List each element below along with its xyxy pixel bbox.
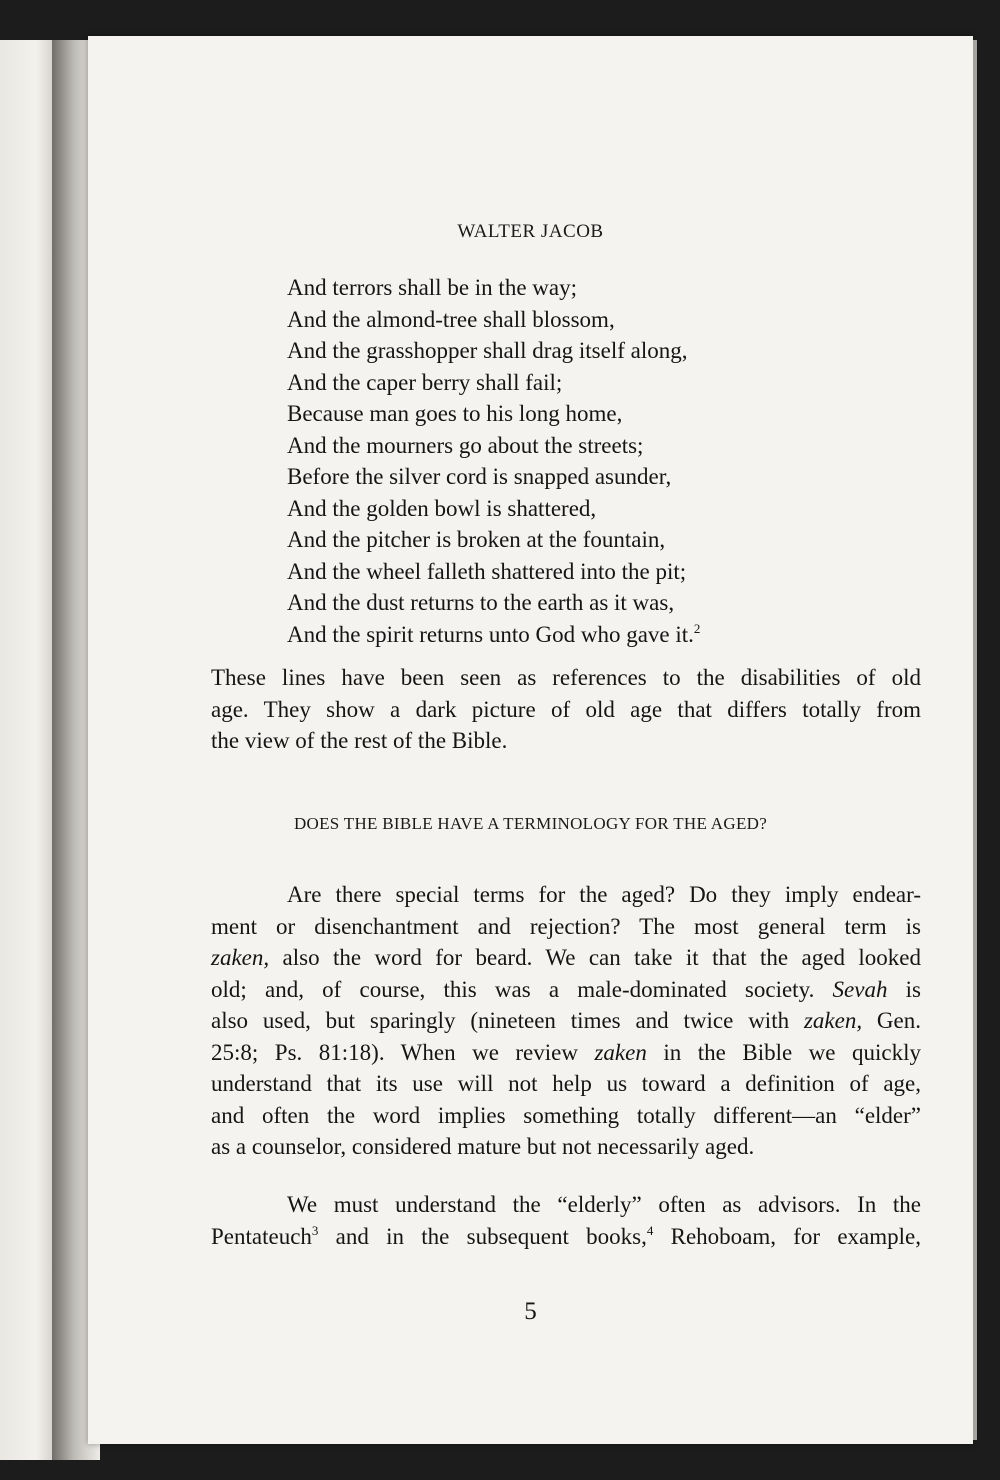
poem-line: And the pitcher is broken at the fountain, <box>287 527 666 552</box>
italic-term: zaken <box>594 1039 647 1065</box>
poem-line: And terrors shall be in the way; <box>287 275 577 300</box>
text-fragment: also the word for beard. We can take it that the aged looked <box>269 945 921 970</box>
text-line: the view of the rest of the Bible. <box>211 728 508 753</box>
poem-line: Because man goes to his long home, <box>287 401 623 426</box>
poem-line: And the wheel falleth shattered into the pit; <box>287 558 687 584</box>
text-fragment: Gen. <box>862 1008 922 1033</box>
text-fragment: in the Bible we quickly <box>646 1039 921 1065</box>
text-line: These lines have been seen as references to the disabilities of old <box>211 665 921 690</box>
text-fragment: Pentateuch <box>211 1223 312 1249</box>
italic-term: Sevah <box>832 976 888 1002</box>
text-fragment: is <box>887 976 922 1002</box>
running-head: WALTER JACOB <box>457 221 604 242</box>
italic-term: zaken, <box>211 945 270 970</box>
poem-line: And the grasshopper shall drag itself along, <box>287 338 688 363</box>
paragraph-disabilities <box>211 662 921 757</box>
text-fragment: 25:8; Ps. 81:18). When we review <box>211 1039 595 1065</box>
paragraph-elderly <box>211 1189 921 1252</box>
text-line: as a counselor, considered mature but not necessarily aged. <box>211 1134 755 1159</box>
poem-line <box>287 619 700 651</box>
poem-line-text: And the spirit returns unto God who gave it. <box>287 621 694 647</box>
text-line: understand that its use will not help us toward a definition of age, <box>211 1071 921 1096</box>
text-line: age. They show a dark picture of old age that differs totally from <box>211 696 921 722</box>
italic-term: zaken, <box>803 1008 863 1033</box>
paragraph-terminology <box>211 879 921 1163</box>
poem-line: And the caper berry shall fail; <box>287 369 563 395</box>
poem-line: And the almond-tree shall blossom, <box>287 306 615 332</box>
poem-line: And the golden bowl is shattered, <box>287 495 597 521</box>
text-line <box>211 1221 921 1253</box>
poem-line: And the dust returns to the earth as it was, <box>287 590 675 615</box>
text-fragment: and in the subsequent books, <box>318 1223 647 1249</box>
text-line: Are there special terms for the aged? Do they imply endear- <box>287 882 921 907</box>
footnote-marker: 4 <box>646 1222 654 1238</box>
poem-line: Before the silver cord is snapped asunder, <box>287 464 672 489</box>
text-line <box>211 942 921 974</box>
text-line <box>211 1005 921 1037</box>
text-line: We must understand the “elderly” often as advisors. In the <box>287 1192 921 1217</box>
poem-line: And the mourners go about the streets; <box>287 432 644 458</box>
book-page <box>88 36 973 1444</box>
page-number: 5 <box>524 1298 537 1325</box>
footnote-marker: 2 <box>693 620 701 636</box>
text-line: and often the word implies something totally different—an “elder” <box>211 1102 921 1128</box>
text-fragment: Rehoboam, for example, <box>653 1223 922 1249</box>
footnote-marker: 3 <box>311 1222 319 1238</box>
section-heading: DOES THE BIBLE HAVE A TERMINOLOGY FOR THE AGED? <box>293 814 768 833</box>
text-line: ment or disenchantment and rejection? The most general term is <box>211 913 921 939</box>
text-fragment: old; and, of course, this was a male-dominated society. <box>211 976 833 1002</box>
facing-page-edge <box>0 40 60 1460</box>
text-line <box>211 974 921 1006</box>
text-fragment: also used, but sparingly (nineteen times and twice with <box>211 1008 804 1033</box>
text-line <box>211 1037 921 1069</box>
poem-block <box>287 272 700 650</box>
